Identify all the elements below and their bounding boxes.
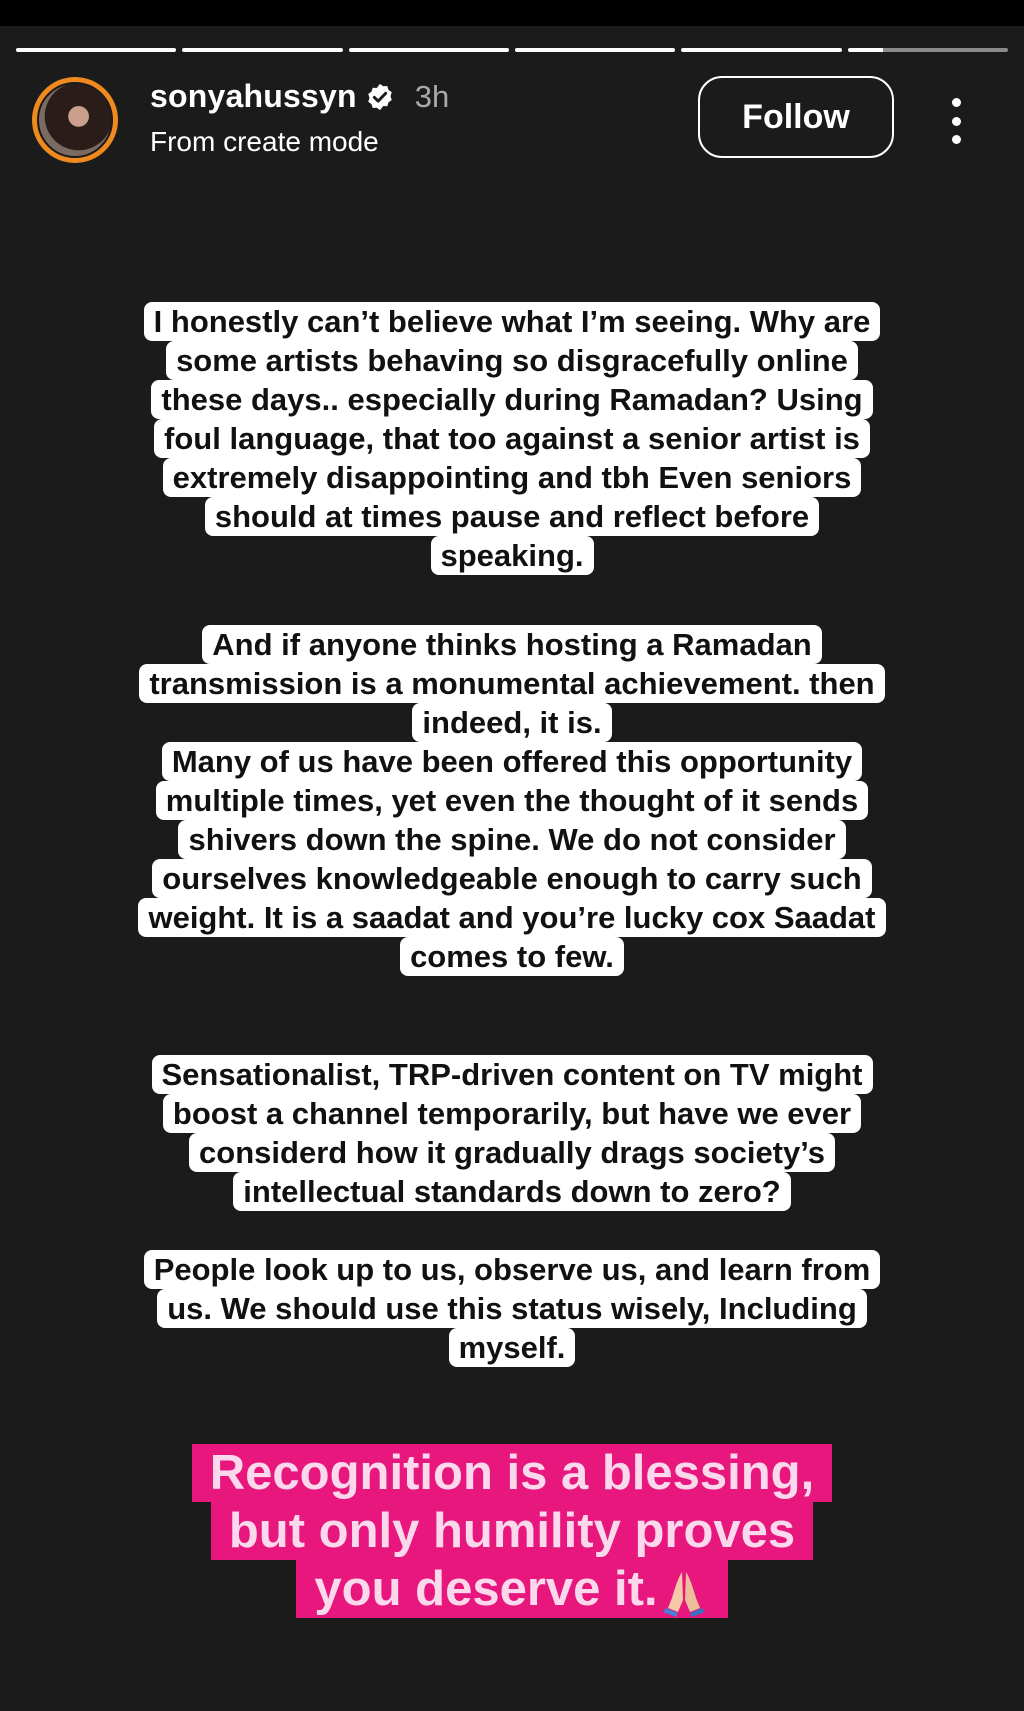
story-progress-bar	[16, 48, 1008, 53]
text-line: extremely disappointing and tbh Even seniors	[163, 458, 862, 497]
text-line: myself.	[449, 1328, 576, 1367]
quote-line: Recognition is a blessing,	[192, 1444, 832, 1502]
follow-button[interactable]: Follow	[698, 76, 894, 158]
story-segment	[182, 48, 342, 52]
quote-line-text: you deserve it.	[314, 1562, 658, 1616]
highlight-quote	[0, 1444, 1024, 1618]
text-line: And if anyone thinks hosting a Ramadan	[202, 625, 821, 664]
story-segment-active	[848, 48, 1008, 52]
story-subtitle: From create mode	[150, 126, 379, 157]
text-line: multiple times, yet even the thought of it sends	[156, 781, 868, 820]
user-row	[150, 78, 449, 115]
text-line: some artists behaving so disgracefully online	[166, 341, 858, 380]
text-line: foul language, that too against a senior artist is	[154, 419, 870, 458]
post-time: 3h	[414, 78, 450, 114]
text-line: People look up to us, observe us, and learn from	[144, 1250, 881, 1289]
text-line: Many of us have been offered this opportunity	[162, 742, 862, 781]
text-block-2	[0, 625, 1024, 976]
text-block-4	[0, 1250, 1024, 1367]
story-header	[0, 70, 1024, 170]
story-segment	[349, 48, 509, 52]
text-line: us. We should use this status wisely, Including	[157, 1289, 867, 1328]
text-line: boost a channel temporarily, but have we ever	[163, 1094, 861, 1133]
text-line: shivers down the spine. We do not consider	[178, 820, 845, 859]
text-line: weight. It is a saadat and you’re lucky cox Saadat	[138, 898, 885, 937]
story-segment	[16, 48, 176, 52]
avatar-image	[37, 82, 113, 158]
verified-badge-icon	[365, 82, 395, 112]
username[interactable]: sonyahussyn	[150, 78, 357, 114]
folded-hands-icon	[658, 1566, 710, 1618]
quote-line-last	[296, 1560, 727, 1618]
text-line: Sensationalist, TRP-driven content on TV might	[152, 1055, 873, 1094]
text-block-3	[0, 1055, 1024, 1211]
text-line: should at times pause and reflect before	[205, 497, 819, 536]
text-line: intellectual standards down to zero?	[233, 1172, 790, 1211]
story-segment	[515, 48, 675, 52]
more-vertical-icon[interactable]	[944, 98, 968, 144]
story-segment	[681, 48, 841, 52]
text-block-1	[0, 302, 1024, 575]
text-line: indeed, it is.	[412, 703, 611, 742]
text-line: ourselves knowledgeable enough to carry such	[152, 859, 871, 898]
text-line: comes to few.	[400, 937, 624, 976]
quote-line: but only humility proves	[211, 1502, 813, 1560]
profile-avatar[interactable]	[32, 77, 118, 163]
text-line: transmission is a monumental achievement. then	[139, 664, 884, 703]
text-line: considerd how it gradually drags society’s	[189, 1133, 835, 1172]
text-line: I honestly can’t believe what I’m seeing. Why are	[144, 302, 881, 341]
text-line: these days.. especially during Ramadan? Using	[151, 380, 872, 419]
status-bar	[0, 0, 1024, 26]
text-line: speaking.	[431, 536, 594, 575]
